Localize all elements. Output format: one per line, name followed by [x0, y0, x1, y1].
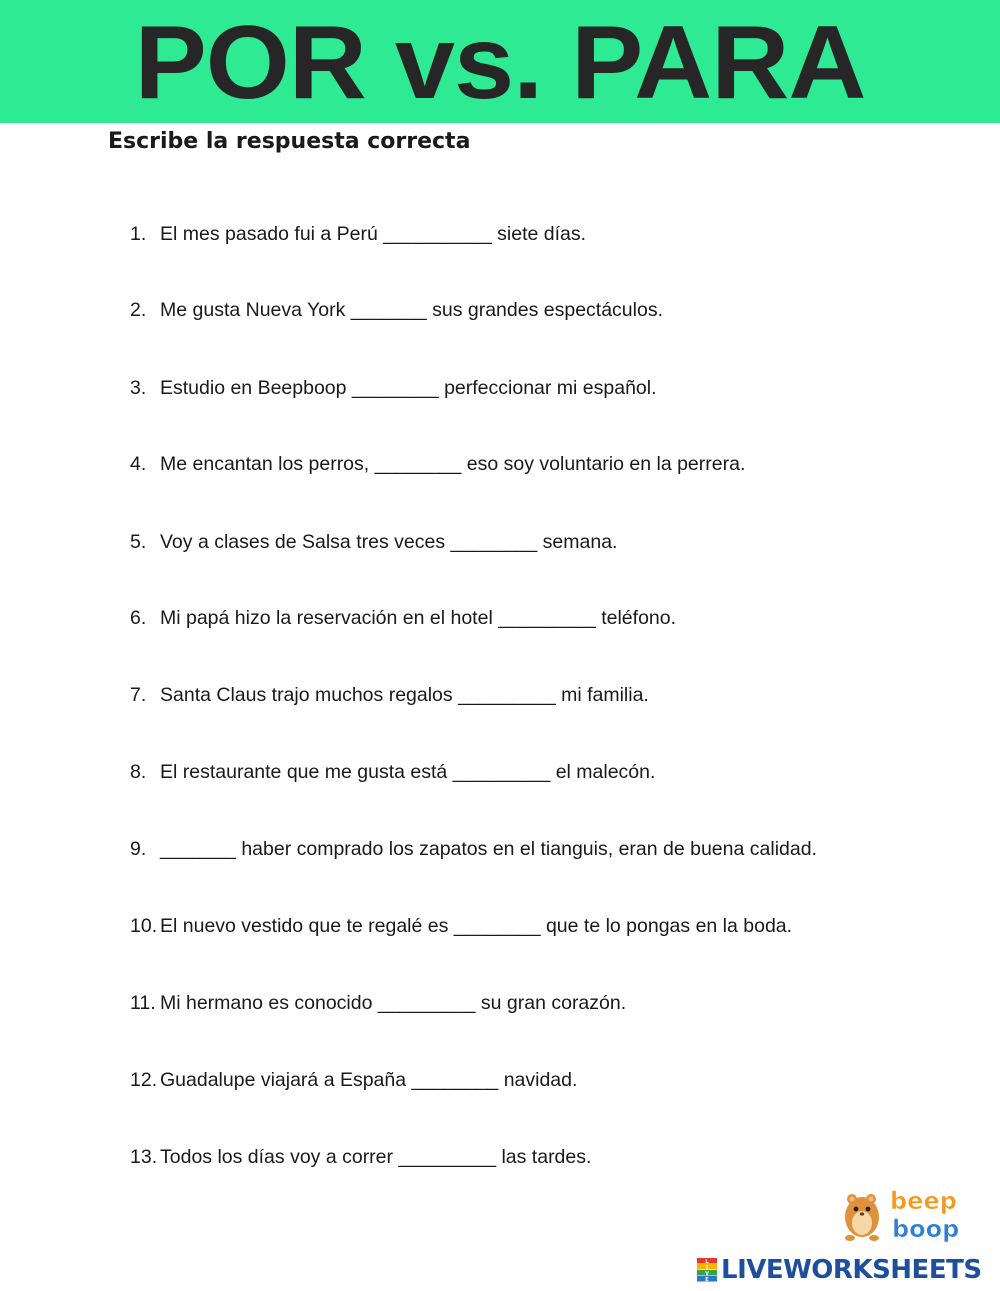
question-text: Mi papá hizo la reservación en el hotel _________ teléfono.: [160, 607, 677, 629]
instructions-heading: Escribe la respuesta correcta: [108, 129, 471, 154]
question-text: Voy a clases de Salsa tres veces ________ semana.: [160, 531, 618, 553]
question-number: 9.: [130, 838, 147, 860]
question-number: 11.: [130, 992, 156, 1014]
question-number: 3.: [130, 377, 147, 399]
question-text: El nuevo vestido que te regalé es ________ que te lo pongas en la boda.: [160, 915, 793, 937]
question-number: 7.: [130, 684, 147, 706]
badge-letter: I: [706, 1264, 708, 1271]
question-text: Santa Claus trajo muchos regalos _________ mi familia.: [160, 684, 649, 706]
badge-letter: V: [705, 1270, 709, 1277]
question-text: _______ haber comprado los zapatos en el tianguis, eran de buena calidad.: [160, 838, 817, 860]
beepboop-word-boop: boop: [892, 1215, 960, 1243]
question-text: Mi hermano es conocido _________ su gran corazón.: [160, 992, 627, 1014]
badge-letter: L: [705, 1258, 709, 1265]
question-number: 1.: [130, 223, 147, 245]
question-text: Guadalupe viajará a España ________ navidad.: [160, 1069, 578, 1091]
liveworksheets-badge-icon: [697, 1258, 717, 1282]
live-badge-icon: [697, 1258, 717, 1282]
question-text: Me encantan los perros, ________ eso soy voluntario en la perrera.: [160, 453, 746, 475]
hamster-mascot-icon: [845, 1194, 879, 1241]
title-banner: [0, 0, 1000, 123]
question-number: 13.: [130, 1146, 158, 1168]
question-number: 6.: [130, 607, 147, 629]
question-text: Todos los días voy a correr _________ las tardes.: [160, 1146, 592, 1168]
question-number: 4.: [130, 453, 147, 475]
question-number: 5.: [130, 531, 147, 553]
question-number: 10.: [130, 915, 158, 937]
question-number: 2.: [130, 299, 147, 321]
page-title: POR vs. PARA: [134, 5, 866, 121]
question-text: Estudio en Beepboop ________ perfeccionar mi español.: [160, 377, 657, 399]
question-text: El restaurante que me gusta está _________ el malecón.: [160, 761, 656, 783]
question-text: Me gusta Nueva York _______ sus grandes espectáculos.: [160, 299, 664, 321]
beepboop-logo: [840, 1183, 970, 1245]
question-number: 8.: [130, 761, 147, 783]
question-number: 12.: [130, 1069, 158, 1091]
liveworksheets-logo: [697, 1255, 993, 1285]
beepboop-word-beep: beep: [890, 1187, 957, 1215]
question-text: El mes pasado fui a Perú __________ siete días.: [160, 223, 587, 245]
liveworksheets-wordmark: LIVEWORKSHEETS: [721, 1255, 982, 1285]
badge-letter: E: [705, 1276, 709, 1282]
